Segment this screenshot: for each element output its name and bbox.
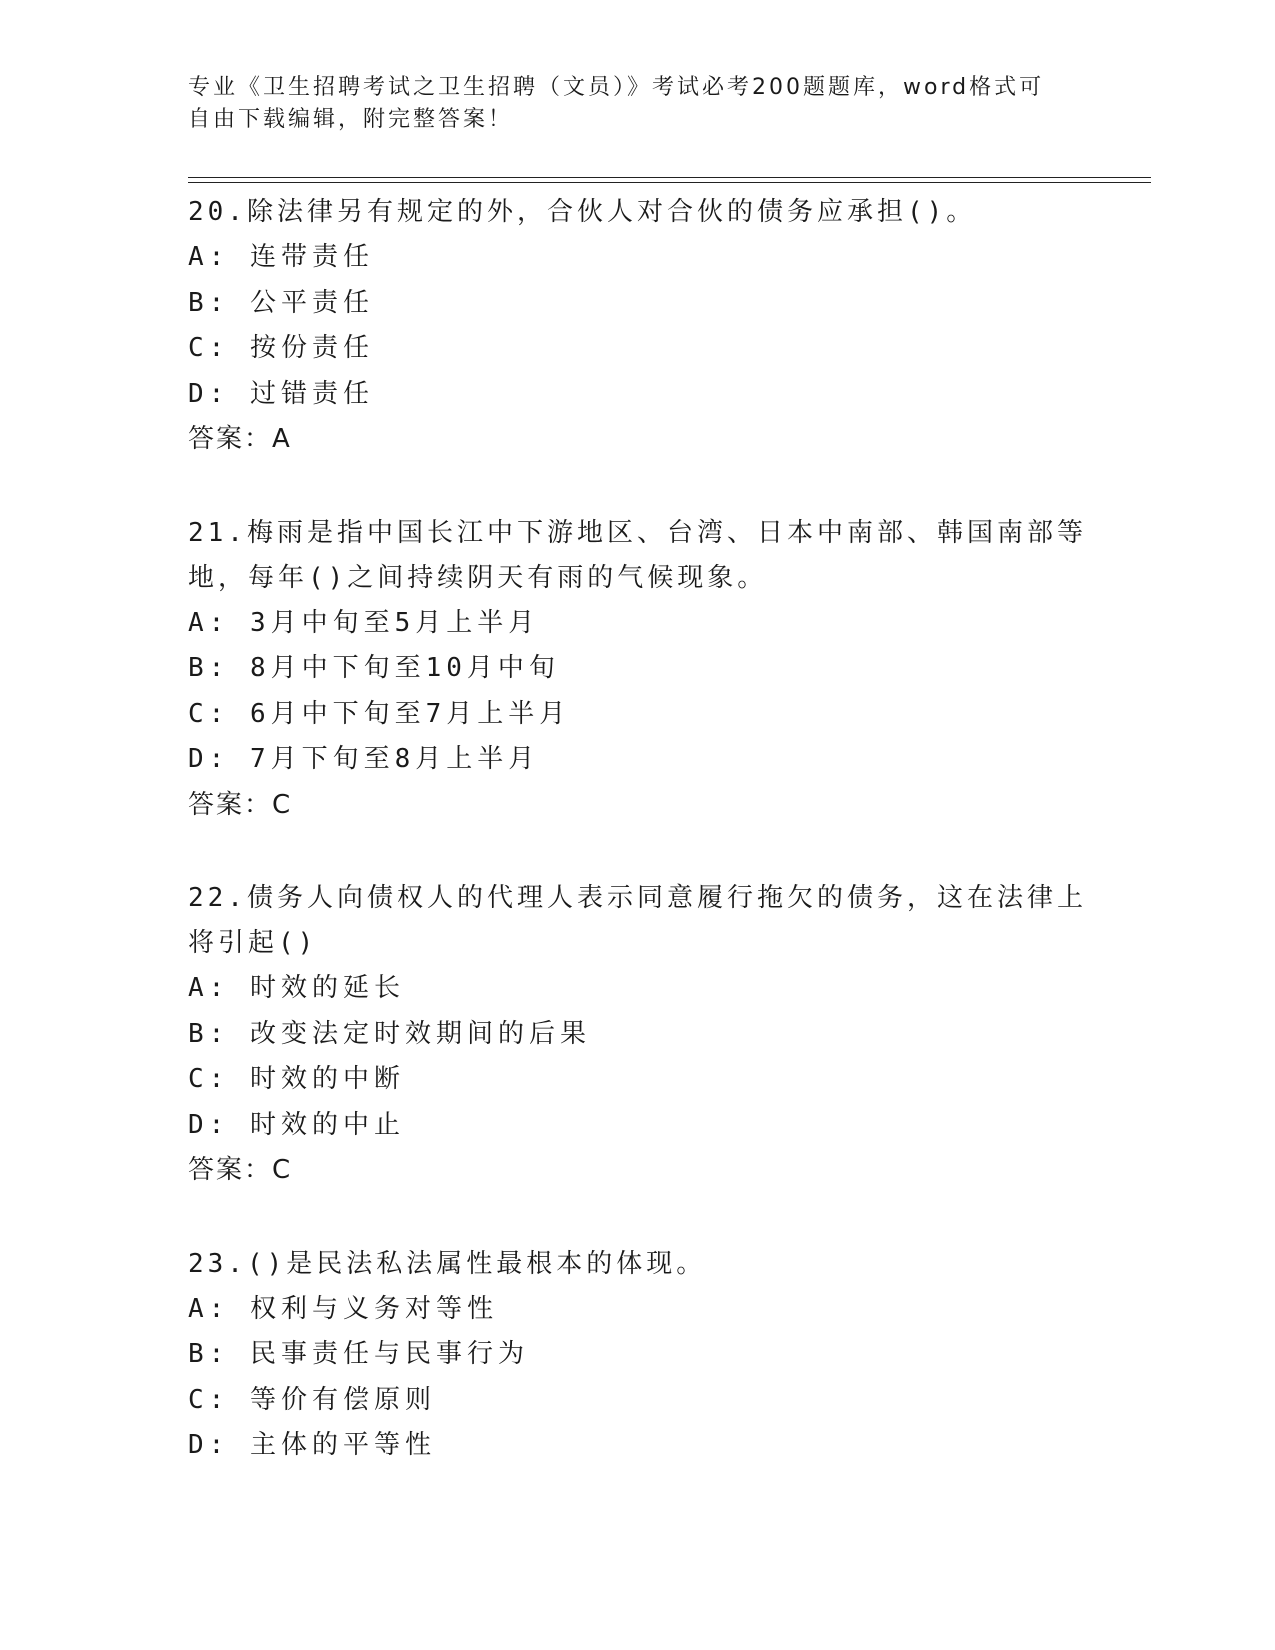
- question-20: [188, 190, 1088, 463]
- option-a: A: 3月中旬至5月上半月: [188, 607, 540, 638]
- option-b: B: 8月中下旬至10月中旬: [188, 653, 560, 683]
- header-rule-top: [188, 177, 1151, 178]
- question-list: [188, 190, 1088, 1517]
- question-stem: 21.梅雨是指中国长江中下游地区、台湾、日本中南部、韩国南部等地，每年()之间持续阴天有雨的气候现象。: [188, 517, 1087, 593]
- option-d: D: 时效的中止: [188, 1109, 405, 1140]
- answer-line: 答案：A: [188, 424, 292, 454]
- option-c: C: 6月中下旬至7月上半月: [188, 698, 571, 729]
- option-a: A: 权利与义务对等性: [188, 1293, 498, 1324]
- question-stem: 23.()是民法私法属性最根本的体现。: [188, 1248, 707, 1279]
- option-a: A: 连带责任: [188, 242, 374, 272]
- option-a: A: 时效的延长: [188, 973, 405, 1003]
- question-22: [188, 876, 1088, 1194]
- option-d: D: 过错责任: [188, 378, 374, 409]
- option-b: B: 改变法定时效期间的后果: [188, 1018, 591, 1049]
- question-21: [188, 511, 1088, 829]
- option-c: C: 按份责任: [188, 333, 374, 363]
- option-c: C: 等价有偿原则: [188, 1384, 436, 1415]
- document-header: 专业《卫生招聘考试之卫生招聘（文员）》考试必考200题题库，word格式可自由下载编辑，附完整答案！: [188, 75, 1045, 132]
- question-stem: 20.除法律另有规定的外，合伙人对合伙的债务应承担()。: [188, 197, 977, 227]
- option-d: D: 7月下旬至8月上半月: [188, 744, 540, 774]
- option-b: B: 民事责任与民事行为: [188, 1339, 529, 1369]
- question-23: [188, 1242, 1088, 1469]
- option-b: B: 公平责任: [188, 287, 374, 318]
- header-rule-bottom: [188, 182, 1151, 183]
- option-d: D: 主体的平等性: [188, 1430, 436, 1460]
- option-c: C: 时效的中断: [188, 1064, 405, 1094]
- answer-line: 答案：C: [188, 1155, 293, 1185]
- question-stem: 22.债务人向债权人的代理人表示同意履行拖欠的债务，这在法律上将引起(): [188, 883, 1087, 958]
- answer-line: 答案：C: [188, 789, 293, 820]
